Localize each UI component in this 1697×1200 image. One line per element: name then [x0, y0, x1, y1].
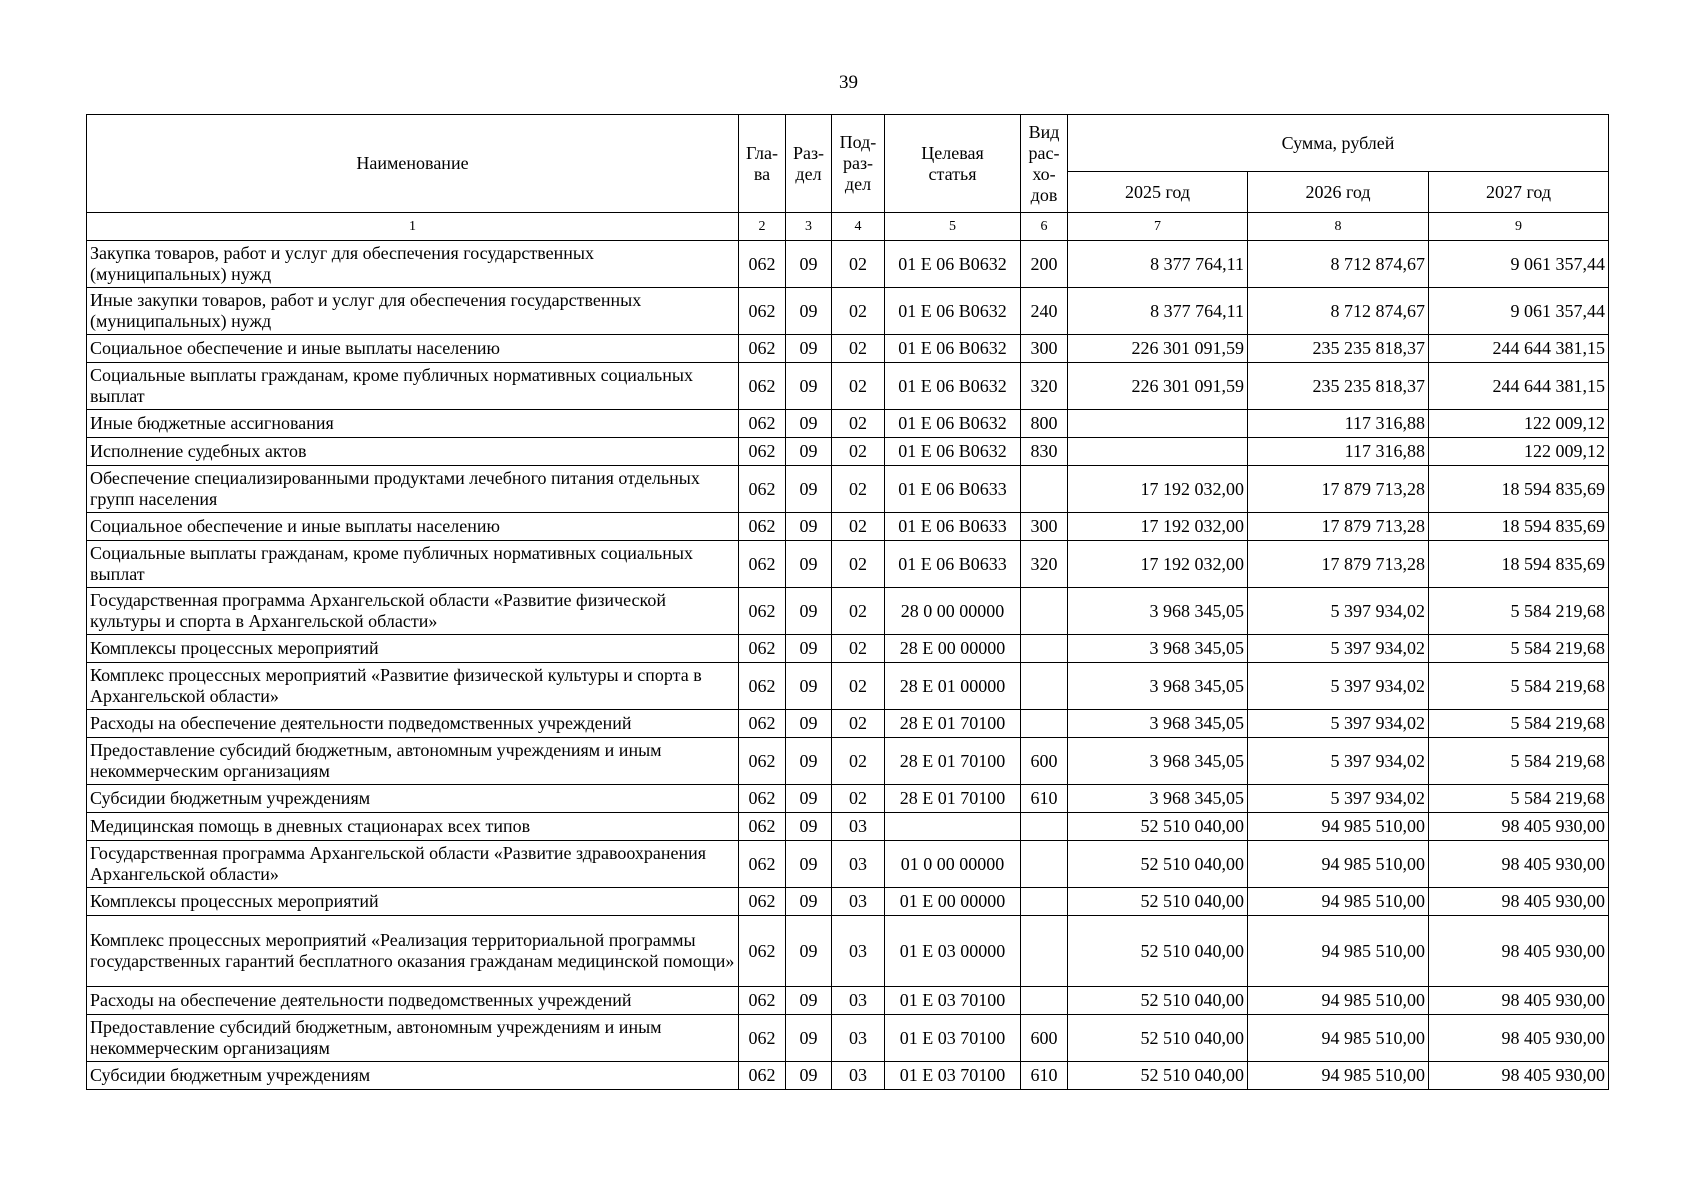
- header-podrazdel: Под- раз- дел: [832, 115, 885, 213]
- cell-glava: 062: [739, 466, 786, 513]
- cell-glava: 062: [739, 841, 786, 888]
- cell-sum-2027: 244 644 381,15: [1429, 363, 1609, 410]
- cell-celevaya-statya: 01 Е 06 В0632: [885, 438, 1021, 466]
- cell-vid-rashodov: 800: [1021, 410, 1068, 438]
- cell-glava: 062: [739, 916, 786, 987]
- cell-razdel: 09: [786, 288, 832, 335]
- cell-vid-rashodov: 300: [1021, 335, 1068, 363]
- budget-table: [86, 114, 1609, 1090]
- cell-podrazdel: 02: [832, 466, 885, 513]
- cell-name: Социальные выплаты гражданам, кроме публичных нормативных социальных выплат: [87, 363, 739, 410]
- cell-sum-2026: 5 397 934,02: [1248, 663, 1429, 710]
- cell-sum-2025: 52 510 040,00: [1068, 813, 1248, 841]
- cell-sum-2027: 5 584 219,68: [1429, 663, 1609, 710]
- cell-podrazdel: 03: [832, 813, 885, 841]
- cell-sum-2026: 5 397 934,02: [1248, 785, 1429, 813]
- cell-sum-2025: 52 510 040,00: [1068, 841, 1248, 888]
- cell-sum-2027: 9 061 357,44: [1429, 241, 1609, 288]
- cell-name: Иные бюджетные ассигнования: [87, 410, 739, 438]
- cell-sum-2027: 98 405 930,00: [1429, 813, 1609, 841]
- cell-celevaya-statya: 01 Е 06 В0632: [885, 288, 1021, 335]
- cell-celevaya-statya: 01 Е 06 В0632: [885, 410, 1021, 438]
- table-row: [87, 466, 1609, 513]
- cell-celevaya-statya: 28 0 00 00000: [885, 588, 1021, 635]
- cell-razdel: 09: [786, 1062, 832, 1090]
- cell-sum-2026: 94 985 510,00: [1248, 1015, 1429, 1062]
- cell-name: Обеспечение специализированными продуктами лечебного питания отдельных групп населения: [87, 466, 739, 513]
- header-celevaya-statya: Целевая статья: [885, 115, 1021, 213]
- cell-vid-rashodov: [1021, 813, 1068, 841]
- cell-glava: 062: [739, 438, 786, 466]
- cell-sum-2027: 5 584 219,68: [1429, 635, 1609, 663]
- cell-podrazdel: 02: [832, 710, 885, 738]
- cell-sum-2025: 52 510 040,00: [1068, 1062, 1248, 1090]
- table-row: [87, 1062, 1609, 1090]
- cell-name: Социальное обеспечение и иные выплаты населению: [87, 335, 739, 363]
- cell-sum-2027: 244 644 381,15: [1429, 335, 1609, 363]
- table-row: [87, 438, 1609, 466]
- cell-glava: 062: [739, 813, 786, 841]
- cell-sum-2025: 226 301 091,59: [1068, 335, 1248, 363]
- cell-razdel: 09: [786, 241, 832, 288]
- cell-celevaya-statya: 01 Е 00 00000: [885, 888, 1021, 916]
- table-row: [87, 841, 1609, 888]
- cell-podrazdel: 03: [832, 1015, 885, 1062]
- cell-vid-rashodov: 200: [1021, 241, 1068, 288]
- cell-sum-2025: 52 510 040,00: [1068, 888, 1248, 916]
- cell-razdel: 09: [786, 663, 832, 710]
- cell-sum-2025: 52 510 040,00: [1068, 1015, 1248, 1062]
- cell-glava: 062: [739, 335, 786, 363]
- cell-sum-2026: 117 316,88: [1248, 410, 1429, 438]
- cell-razdel: 09: [786, 841, 832, 888]
- cell-glava: 062: [739, 541, 786, 588]
- cell-celevaya-statya: [885, 813, 1021, 841]
- cell-vid-rashodov: [1021, 888, 1068, 916]
- cell-vid-rashodov: 600: [1021, 738, 1068, 785]
- cell-celevaya-statya: 01 Е 06 В0632: [885, 335, 1021, 363]
- cell-vid-rashodov: 320: [1021, 363, 1068, 410]
- cell-podrazdel: 02: [832, 513, 885, 541]
- cell-razdel: 09: [786, 541, 832, 588]
- cell-name: Субсидии бюджетным учреждениям: [87, 785, 739, 813]
- table-row: [87, 541, 1609, 588]
- cell-glava: 062: [739, 513, 786, 541]
- header-glava: Гла- ва: [739, 115, 786, 213]
- cell-sum-2027: 5 584 219,68: [1429, 738, 1609, 785]
- cell-razdel: 09: [786, 410, 832, 438]
- cell-podrazdel: 03: [832, 841, 885, 888]
- header-summa: Сумма, рублей: [1068, 115, 1609, 172]
- cell-name: Комплексы процессных мероприятий: [87, 635, 739, 663]
- cell-glava: 062: [739, 241, 786, 288]
- cell-razdel: 09: [786, 335, 832, 363]
- table-row: [87, 1015, 1609, 1062]
- cell-sum-2026: 235 235 818,37: [1248, 363, 1429, 410]
- cell-razdel: 09: [786, 438, 832, 466]
- cell-sum-2026: 94 985 510,00: [1248, 1062, 1429, 1090]
- cell-podrazdel: 03: [832, 1062, 885, 1090]
- table-body: [87, 241, 1609, 1090]
- cell-vid-rashodov: [1021, 710, 1068, 738]
- cell-podrazdel: 02: [832, 588, 885, 635]
- cell-vid-rashodov: 830: [1021, 438, 1068, 466]
- cell-name: Предоставление субсидий бюджетным, автономным учреждениям и иным некоммерческим организациям: [87, 738, 739, 785]
- cell-podrazdel: 02: [832, 438, 885, 466]
- cell-sum-2027: 122 009,12: [1429, 438, 1609, 466]
- header-razdel: Раз- дел: [786, 115, 832, 213]
- cell-sum-2026: 94 985 510,00: [1248, 841, 1429, 888]
- cell-celevaya-statya: 01 Е 03 00000: [885, 916, 1021, 987]
- cell-celevaya-statya: 01 Е 06 В0632: [885, 363, 1021, 410]
- column-number: 5: [885, 213, 1021, 241]
- cell-glava: 062: [739, 363, 786, 410]
- cell-celevaya-statya: 01 Е 06 В0633: [885, 541, 1021, 588]
- cell-name: Субсидии бюджетным учреждениям: [87, 1062, 739, 1090]
- cell-sum-2025: 17 192 032,00: [1068, 541, 1248, 588]
- cell-sum-2025: 17 192 032,00: [1068, 466, 1248, 513]
- cell-glava: 062: [739, 738, 786, 785]
- cell-vid-rashodov: [1021, 663, 1068, 710]
- cell-name: Социальные выплаты гражданам, кроме публичных нормативных социальных выплат: [87, 541, 739, 588]
- cell-razdel: 09: [786, 710, 832, 738]
- page-number: 39: [839, 72, 858, 93]
- column-number: 7: [1068, 213, 1248, 241]
- cell-sum-2025: 3 968 345,05: [1068, 785, 1248, 813]
- cell-name: Комплекс процессных мероприятий «Развитие физической культуры и спорта в Архангельской области»: [87, 663, 739, 710]
- cell-sum-2025: 3 968 345,05: [1068, 710, 1248, 738]
- cell-podrazdel: 02: [832, 541, 885, 588]
- table-row: [87, 785, 1609, 813]
- cell-podrazdel: 02: [832, 635, 885, 663]
- cell-sum-2025: 8 377 764,11: [1068, 241, 1248, 288]
- cell-sum-2025: 3 968 345,05: [1068, 738, 1248, 785]
- cell-sum-2025: 3 968 345,05: [1068, 635, 1248, 663]
- column-number: 8: [1248, 213, 1429, 241]
- cell-sum-2027: 98 405 930,00: [1429, 1062, 1609, 1090]
- cell-razdel: 09: [786, 1015, 832, 1062]
- cell-razdel: 09: [786, 738, 832, 785]
- cell-vid-rashodov: 320: [1021, 541, 1068, 588]
- cell-name: Медицинская помощь в дневных стационарах всех типов: [87, 813, 739, 841]
- cell-sum-2026: 5 397 934,02: [1248, 588, 1429, 635]
- cell-glava: 062: [739, 1015, 786, 1062]
- cell-razdel: 09: [786, 466, 832, 513]
- cell-podrazdel: 03: [832, 987, 885, 1015]
- cell-glava: 062: [739, 663, 786, 710]
- cell-podrazdel: 03: [832, 888, 885, 916]
- table-row: [87, 635, 1609, 663]
- cell-razdel: 09: [786, 588, 832, 635]
- table-row: [87, 710, 1609, 738]
- header-year-2027: 2027 год: [1429, 172, 1609, 213]
- cell-podrazdel: 02: [832, 738, 885, 785]
- table-row: [87, 513, 1609, 541]
- cell-razdel: 09: [786, 635, 832, 663]
- column-number: 3: [786, 213, 832, 241]
- cell-sum-2026: 8 712 874,67: [1248, 241, 1429, 288]
- cell-celevaya-statya: 01 Е 06 В0633: [885, 513, 1021, 541]
- cell-sum-2025: 3 968 345,05: [1068, 588, 1248, 635]
- column-number: 2: [739, 213, 786, 241]
- cell-podrazdel: 02: [832, 288, 885, 335]
- table-row: [87, 588, 1609, 635]
- header-year-2026: 2026 год: [1248, 172, 1429, 213]
- table-row: [87, 916, 1609, 987]
- cell-sum-2027: 18 594 835,69: [1429, 466, 1609, 513]
- cell-name: Иные закупки товаров, работ и услуг для обеспечения государственных (муниципальных) нужд: [87, 288, 739, 335]
- cell-name: Государственная программа Архангельской области «Развитие физической культуры и спорта в Архангельской области»: [87, 588, 739, 635]
- cell-sum-2027: 18 594 835,69: [1429, 541, 1609, 588]
- cell-razdel: 09: [786, 513, 832, 541]
- cell-glava: 062: [739, 410, 786, 438]
- cell-sum-2026: 94 985 510,00: [1248, 888, 1429, 916]
- cell-sum-2027: 98 405 930,00: [1429, 888, 1609, 916]
- cell-vid-rashodov: [1021, 466, 1068, 513]
- cell-podrazdel: 02: [832, 241, 885, 288]
- cell-razdel: 09: [786, 363, 832, 410]
- header-name: Наименование: [87, 115, 739, 213]
- cell-sum-2027: 98 405 930,00: [1429, 1015, 1609, 1062]
- cell-razdel: 09: [786, 987, 832, 1015]
- cell-name: Предоставление субсидий бюджетным, автономным учреждениям и иным некоммерческим организациям: [87, 1015, 739, 1062]
- cell-celevaya-statya: 28 Е 00 00000: [885, 635, 1021, 663]
- cell-razdel: 09: [786, 916, 832, 987]
- cell-celevaya-statya: 28 Е 01 00000: [885, 663, 1021, 710]
- cell-name: Расходы на обеспечение деятельности подведомственных учреждений: [87, 710, 739, 738]
- table-row: [87, 663, 1609, 710]
- cell-sum-2026: 5 397 934,02: [1248, 635, 1429, 663]
- table-row: [87, 888, 1609, 916]
- cell-glava: 062: [739, 588, 786, 635]
- cell-celevaya-statya: 28 Е 01 70100: [885, 710, 1021, 738]
- column-number-row: [87, 213, 1609, 241]
- table-row: [87, 335, 1609, 363]
- cell-name: Социальное обеспечение и иные выплаты населению: [87, 513, 739, 541]
- cell-vid-rashodov: 610: [1021, 785, 1068, 813]
- cell-celevaya-statya: 28 Е 01 70100: [885, 738, 1021, 785]
- cell-vid-rashodov: [1021, 635, 1068, 663]
- cell-name: Закупка товаров, работ и услуг для обеспечения государственных (муниципальных) нужд: [87, 241, 739, 288]
- cell-sum-2025: [1068, 438, 1248, 466]
- cell-glava: 062: [739, 288, 786, 335]
- column-number: 6: [1021, 213, 1068, 241]
- cell-sum-2027: 18 594 835,69: [1429, 513, 1609, 541]
- cell-sum-2026: 17 879 713,28: [1248, 466, 1429, 513]
- cell-vid-rashodov: [1021, 916, 1068, 987]
- cell-name: Комплексы процессных мероприятий: [87, 888, 739, 916]
- cell-sum-2026: 94 985 510,00: [1248, 987, 1429, 1015]
- cell-celevaya-statya: 01 Е 03 70100: [885, 1015, 1021, 1062]
- cell-celevaya-statya: 01 Е 03 70100: [885, 1062, 1021, 1090]
- cell-celevaya-statya: 01 Е 03 70100: [885, 987, 1021, 1015]
- cell-celevaya-statya: 01 Е 06 В0632: [885, 241, 1021, 288]
- cell-sum-2027: 98 405 930,00: [1429, 987, 1609, 1015]
- table-header: [87, 115, 1609, 241]
- cell-sum-2025: 52 510 040,00: [1068, 916, 1248, 987]
- cell-podrazdel: 02: [832, 363, 885, 410]
- table-row: [87, 987, 1609, 1015]
- cell-razdel: 09: [786, 813, 832, 841]
- cell-name: Комплекс процессных мероприятий «Реализация территориальной программы государственных гарантий бесплатного оказания гражданам медицинской помощи»: [87, 916, 739, 987]
- cell-glava: 062: [739, 1062, 786, 1090]
- cell-sum-2027: 5 584 219,68: [1429, 785, 1609, 813]
- cell-podrazdel: 02: [832, 663, 885, 710]
- cell-celevaya-statya: 28 Е 01 70100: [885, 785, 1021, 813]
- cell-sum-2026: 94 985 510,00: [1248, 916, 1429, 987]
- cell-podrazdel: 02: [832, 335, 885, 363]
- column-number: 1: [87, 213, 739, 241]
- cell-sum-2026: 235 235 818,37: [1248, 335, 1429, 363]
- cell-name: Государственная программа Архангельской области «Развитие здравоохранения Архангельской области»: [87, 841, 739, 888]
- cell-podrazdel: 02: [832, 410, 885, 438]
- cell-glava: 062: [739, 785, 786, 813]
- cell-sum-2026: 17 879 713,28: [1248, 541, 1429, 588]
- cell-razdel: 09: [786, 888, 832, 916]
- cell-sum-2026: 8 712 874,67: [1248, 288, 1429, 335]
- table-row: [87, 363, 1609, 410]
- cell-vid-rashodov: 240: [1021, 288, 1068, 335]
- cell-vid-rashodov: [1021, 841, 1068, 888]
- column-number: 4: [832, 213, 885, 241]
- cell-vid-rashodov: 610: [1021, 1062, 1068, 1090]
- cell-sum-2027: 5 584 219,68: [1429, 588, 1609, 635]
- column-number: 9: [1429, 213, 1609, 241]
- cell-vid-rashodov: [1021, 588, 1068, 635]
- cell-sum-2026: 5 397 934,02: [1248, 710, 1429, 738]
- cell-name: Расходы на обеспечение деятельности подведомственных учреждений: [87, 987, 739, 1015]
- header-vid-rashodov: Вид рас- хо- дов: [1021, 115, 1068, 213]
- header-year-2025: 2025 год: [1068, 172, 1248, 213]
- cell-podrazdel: 02: [832, 785, 885, 813]
- cell-sum-2027: 98 405 930,00: [1429, 841, 1609, 888]
- table-row: [87, 410, 1609, 438]
- cell-sum-2026: 94 985 510,00: [1248, 813, 1429, 841]
- cell-sum-2025: 8 377 764,11: [1068, 288, 1248, 335]
- cell-vid-rashodov: 600: [1021, 1015, 1068, 1062]
- cell-glava: 062: [739, 635, 786, 663]
- cell-celevaya-statya: 01 Е 06 В0633: [885, 466, 1021, 513]
- cell-vid-rashodov: 300: [1021, 513, 1068, 541]
- cell-sum-2025: 17 192 032,00: [1068, 513, 1248, 541]
- cell-sum-2026: 5 397 934,02: [1248, 738, 1429, 785]
- cell-sum-2025: [1068, 410, 1248, 438]
- cell-glava: 062: [739, 888, 786, 916]
- cell-sum-2027: 98 405 930,00: [1429, 916, 1609, 987]
- cell-sum-2027: 122 009,12: [1429, 410, 1609, 438]
- cell-sum-2025: 3 968 345,05: [1068, 663, 1248, 710]
- cell-sum-2025: 226 301 091,59: [1068, 363, 1248, 410]
- cell-celevaya-statya: 01 0 00 00000: [885, 841, 1021, 888]
- cell-sum-2026: 117 316,88: [1248, 438, 1429, 466]
- cell-sum-2027: 9 061 357,44: [1429, 288, 1609, 335]
- cell-glava: 062: [739, 987, 786, 1015]
- table-row: [87, 288, 1609, 335]
- table-row: [87, 813, 1609, 841]
- cell-name: Исполнение судебных актов: [87, 438, 739, 466]
- cell-sum-2026: 17 879 713,28: [1248, 513, 1429, 541]
- cell-sum-2025: 52 510 040,00: [1068, 987, 1248, 1015]
- cell-razdel: 09: [786, 785, 832, 813]
- cell-glava: 062: [739, 710, 786, 738]
- cell-podrazdel: 03: [832, 916, 885, 987]
- cell-sum-2027: 5 584 219,68: [1429, 710, 1609, 738]
- table-row: [87, 241, 1609, 288]
- cell-vid-rashodov: [1021, 987, 1068, 1015]
- table-row: [87, 738, 1609, 785]
